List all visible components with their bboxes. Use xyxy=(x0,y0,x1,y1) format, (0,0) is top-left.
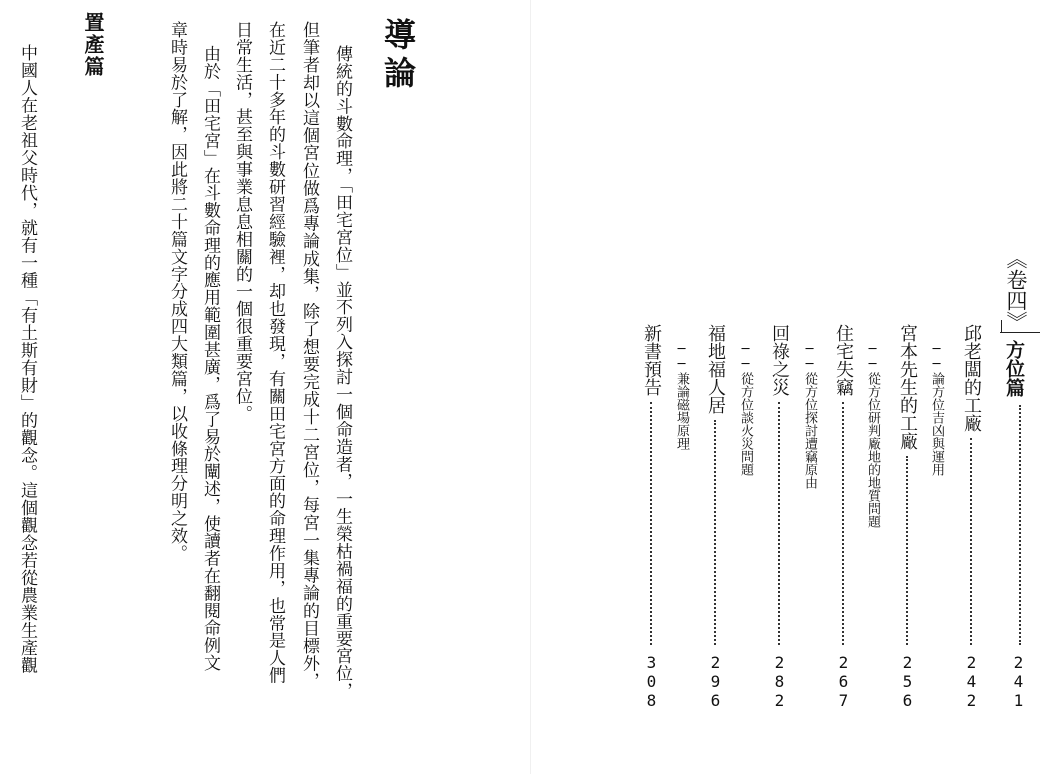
toc-entry-title[interactable]: 福地福人居 xyxy=(705,324,726,414)
intro-heading: 導論 xyxy=(379,18,417,94)
toc-entry-subtitle: ──從方位研判廠地的地質問題 xyxy=(865,342,880,528)
toc-page-number: 296 xyxy=(706,653,725,710)
toc-entry-subtitle: ──從方位探討遭竊原由 xyxy=(802,342,817,489)
toc-entry-title[interactable]: 住宅失竊 xyxy=(833,324,854,396)
toc-leader-dots xyxy=(778,402,780,645)
toc-leader-dots xyxy=(1019,405,1021,645)
toc-page-number: 267 xyxy=(834,653,853,710)
intro-paragraph-line: 由於「田宅宮」在斗數命理的應用範圍甚廣，爲了易於闡述，使讀者在翻閱命例文 xyxy=(200,45,220,672)
toc-page-number: 256 xyxy=(898,653,917,710)
toc-entry-subtitle: ──從方位談火災問題 xyxy=(738,342,753,476)
toc-leader-dots xyxy=(842,402,844,645)
toc-entry-subtitle: ──兼論磁場原理 xyxy=(674,342,689,450)
intro-paragraph-line: 傳統的斗數命理，「田宅宮位」並不列入探討一個命造者，一生榮枯禍福的重要宮位， xyxy=(332,45,352,700)
intro-paragraph-line: 但筆者却以這個宮位做爲專論成集，除了想要完成十二宮位，每宮一集專論的目標外， xyxy=(299,21,319,690)
volume-label: 《卷四》 xyxy=(1004,248,1028,332)
intro-paragraph-line: 在近二十多年的斗數研習經驗裡，却也發現，有關田宅宮方面的命理作用，也常是人們 xyxy=(265,21,285,685)
toc-page-number: 308 xyxy=(642,653,661,710)
toc-entry-title[interactable]: 方位篇 xyxy=(1003,340,1025,397)
toc-entry-title[interactable]: 回祿之災 xyxy=(769,324,790,396)
section-text: 中國人在老祖父時代，就有一種「有土斯有財」的觀念。這個觀念若從農業生產觀 xyxy=(17,44,37,674)
page-fold xyxy=(530,0,531,774)
toc-page-number: 242 xyxy=(962,653,981,710)
intro-paragraph-line: 章時易於了解，因此將二十篇文字分成四大類篇，以收條理分明之效。 xyxy=(167,21,187,562)
toc-entry-title[interactable]: 宮本先生的工廠 xyxy=(897,324,918,450)
toc-leader-dots xyxy=(970,438,972,645)
toc-leader-dots xyxy=(650,402,652,645)
intro-paragraph-line: 日常生活，甚至與事業息息相關的一個很重要宮位。 xyxy=(232,21,252,423)
toc-entry-title[interactable]: 新書預告 xyxy=(641,324,662,396)
toc-page-number: 282 xyxy=(770,653,789,710)
toc-entry-subtitle: ──論方位吉凶與運用 xyxy=(929,342,944,476)
toc-page-number: 241 xyxy=(1009,653,1028,710)
toc-leader-dots xyxy=(714,420,716,645)
volume-rule xyxy=(1000,332,1040,333)
toc-entry-title[interactable]: 邱老闆的工廠 xyxy=(961,324,982,432)
section-heading: 置產篇 xyxy=(81,12,105,78)
volume-rule-vertical xyxy=(1001,320,1002,333)
toc-leader-dots xyxy=(906,456,908,645)
